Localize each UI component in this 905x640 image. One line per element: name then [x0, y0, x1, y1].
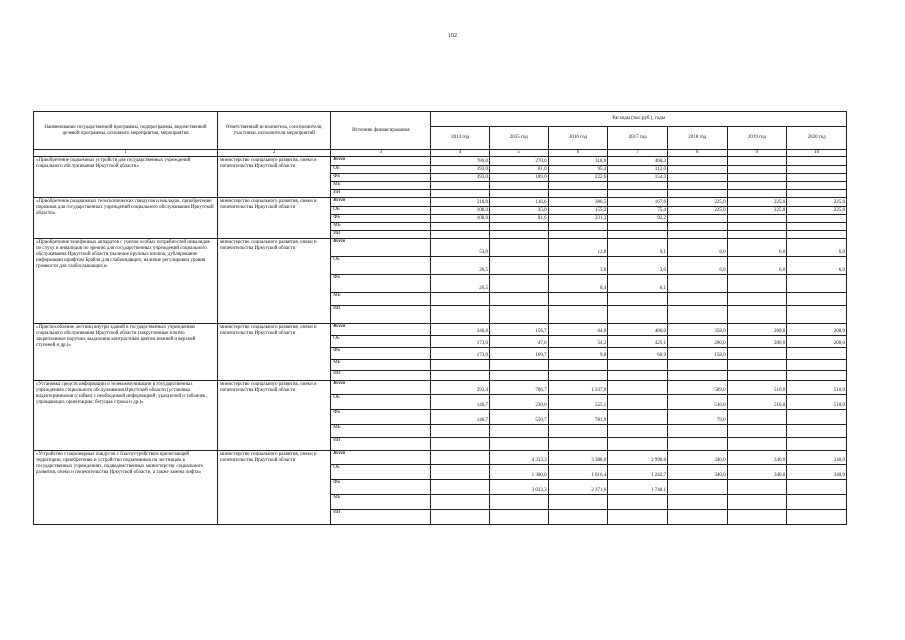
expense-value: 786,0 — [431, 157, 490, 166]
expense-value — [787, 306, 847, 324]
expense-value — [727, 223, 787, 231]
expense-value: 3,6 — [548, 257, 608, 275]
funding-source: ИИ — [331, 510, 431, 525]
expense-value — [548, 293, 608, 306]
expense-value — [431, 451, 490, 465]
expense-value — [727, 275, 787, 293]
expense-value: 156,7 — [489, 324, 548, 336]
expense-value: 154,3 — [608, 174, 668, 182]
expense-value: 225,0 — [787, 198, 847, 207]
table-body — [34, 157, 847, 525]
activity-name: «Устройство стационарных пандусов с благоустройством прилегающей территории, приобретение и устройство подъемников по лестницам в государственных учреждениях, подведомственных министерству социального развития, опеки и попечительства Иркутской области, а также замена лифта» — [34, 451, 218, 525]
expense-value — [489, 239, 548, 257]
expense-value — [787, 495, 847, 510]
expense-value — [727, 174, 787, 182]
expense-value: 26,5 — [431, 257, 490, 275]
expense-value — [608, 381, 668, 395]
funding-source: МБ — [331, 182, 431, 190]
funding-source: ФБ — [331, 410, 431, 425]
expense-value — [608, 293, 668, 306]
expense-value — [667, 231, 727, 239]
funding-source: ОБ — [331, 166, 431, 174]
expense-value: 340,0 — [667, 451, 727, 465]
expense-value: 116,6 — [489, 198, 548, 207]
expense-value: 6,0 — [667, 239, 727, 257]
funding-source: ОБ — [331, 395, 431, 410]
expense-value — [667, 166, 727, 174]
expense-value: 555,1 — [548, 395, 608, 410]
funding-source: ИИ — [331, 231, 431, 239]
expense-value: 9,8 — [548, 348, 608, 360]
expense-value: 340,0 — [667, 465, 727, 480]
expense-value — [787, 182, 847, 190]
responsible-executor: министерство социального развития, опеки и попечительства Иркутской области — [218, 239, 331, 324]
column-number: 6 — [548, 150, 608, 157]
funding-source: ФБ — [331, 174, 431, 182]
expense-value: 318,0 — [548, 157, 608, 166]
table-row — [34, 239, 847, 257]
expense-value — [727, 348, 787, 360]
funding-source: ФБ — [331, 215, 431, 223]
expense-value — [727, 371, 787, 381]
expense-value — [489, 257, 548, 275]
expense-value: 786,7 — [489, 381, 548, 395]
expense-value: 146,7 — [431, 395, 490, 410]
expense-value: 167,6 — [608, 198, 668, 207]
funding-source: МБ — [331, 495, 431, 510]
header-year: 2017 год — [608, 127, 668, 150]
expense-value — [431, 182, 490, 190]
funding-source: МБ — [331, 223, 431, 231]
expense-value — [608, 425, 668, 438]
expense-value: 236,0 — [489, 395, 548, 410]
expense-value — [667, 157, 727, 166]
expense-value — [667, 495, 727, 510]
expense-value: 393,0 — [431, 174, 490, 182]
expense-value: 358,0 — [667, 324, 727, 336]
expense-value: 340,0 — [787, 451, 847, 465]
expense-value — [431, 306, 490, 324]
expense-value — [727, 425, 787, 438]
expense-value — [787, 293, 847, 306]
expense-value — [727, 182, 787, 190]
expense-value: 109,7 — [489, 348, 548, 360]
responsible-executor: министерство социального развития, опеки и попечительства Иркутской области — [218, 157, 331, 198]
expense-value — [431, 360, 490, 371]
expense-value: 3 033,3 — [489, 480, 548, 495]
expense-value — [727, 438, 787, 451]
table-row — [34, 451, 847, 465]
column-number: 1 — [34, 150, 218, 157]
funding-source: ИИ — [331, 306, 431, 324]
expense-value — [787, 223, 847, 231]
expense-value: 293,4 — [431, 381, 490, 395]
responsible-executor: министерство социального развития, опеки и попечительства Иркутской области — [218, 324, 331, 381]
expense-value: 3 388,0 — [548, 451, 608, 465]
expense-value — [727, 360, 787, 371]
expense-value — [608, 231, 668, 239]
expense-value — [787, 174, 847, 182]
funding-source: ФБ — [331, 480, 431, 495]
header-year: 2016 год — [548, 127, 608, 150]
expense-value: 53,0 — [431, 239, 490, 257]
expense-value: 340,0 — [727, 465, 787, 480]
expense-value: 64,0 — [548, 324, 608, 336]
expense-value — [608, 438, 668, 451]
expense-value: 1 300,0 — [489, 465, 548, 480]
expense-value: 1 748,1 — [608, 480, 668, 495]
activity-name: «Установка средств информации и телекоммуникации в государственных учреждениях социального обслуживания Иркутской области (установка видеотерминалов (стойки) с необходимой информацией; указателей и табличек, упрощающих ориентацию; бегущая строка и др.)» — [34, 381, 218, 451]
expense-value — [727, 510, 787, 525]
expense-value: 81,6 — [489, 215, 548, 223]
expense-value — [787, 438, 847, 451]
header-year: 2014 год — [431, 127, 490, 150]
funding-source: ИИ — [331, 438, 431, 451]
table-row — [34, 381, 847, 395]
expense-value: 1 242,7 — [608, 465, 668, 480]
expense-value — [431, 480, 490, 495]
expense-value: 510,0 — [787, 381, 847, 395]
expense-value: 386,5 — [548, 198, 608, 207]
expense-value: 155,2 — [548, 207, 608, 215]
expense-value — [489, 371, 548, 381]
expense-value — [431, 438, 490, 451]
funding-source: Всего — [331, 451, 431, 465]
expense-value — [608, 410, 668, 425]
expense-value: 2 371,6 — [548, 480, 608, 495]
expense-value: 270,0 — [489, 157, 548, 166]
expense-value — [431, 231, 490, 239]
expense-value: 466,3 — [608, 157, 668, 166]
expense-value: 340,0 — [787, 465, 847, 480]
expense-value — [667, 510, 727, 525]
expense-value — [608, 395, 668, 410]
activity-name: «Приобретение подъемных устройств для государственных учреждений социального обслуживания Иркутской области» — [34, 157, 218, 198]
column-number: 3 — [331, 150, 431, 157]
expense-value — [727, 231, 787, 239]
funding-source: ОБ — [331, 465, 431, 480]
expense-value — [548, 223, 608, 231]
expense-value: 225,0 — [667, 207, 727, 215]
expense-value — [727, 480, 787, 495]
expense-value: 2 990,8 — [608, 451, 668, 465]
expense-value — [727, 410, 787, 425]
expense-value — [548, 495, 608, 510]
expense-value: 510,0 — [667, 395, 727, 410]
expense-value: 346,0 — [431, 324, 490, 336]
expense-value: 550,7 — [489, 410, 548, 425]
expense-value: 225,0 — [727, 198, 787, 207]
expense-value — [787, 215, 847, 223]
expense-value — [787, 480, 847, 495]
column-number: 5 — [489, 150, 548, 157]
table-row — [34, 157, 847, 166]
expense-value — [608, 223, 668, 231]
expense-value: 81,0 — [489, 166, 548, 174]
activity-name: «Приспособление лестниц внутри зданий в государственных учреждениях социального обслуживания Иркутской области (закругленные плотно закрепленные поручни, выделение контрастным цветом нижней и верхней ступеней и др.)» — [34, 324, 218, 381]
column-number: 4 — [431, 150, 490, 157]
expense-value: 200,0 — [667, 336, 727, 348]
expense-value: 95,4 — [548, 166, 608, 174]
table-row — [34, 198, 847, 207]
expense-value: 1 337,0 — [548, 381, 608, 395]
expense-value — [727, 215, 787, 223]
expense-value: 9,1 — [608, 239, 668, 257]
expense-value — [667, 174, 727, 182]
expense-value — [667, 306, 727, 324]
expense-value — [489, 293, 548, 306]
expense-value — [608, 190, 668, 198]
expense-value — [548, 371, 608, 381]
header-expenses: Расходы (тыс.руб.), годы — [431, 112, 847, 127]
responsible-executor: министерство социального развития, опеки и попечительства Иркутской области — [218, 198, 331, 239]
expense-value: 92,2 — [608, 215, 668, 223]
expense-value — [548, 425, 608, 438]
page-number: 102 — [448, 33, 457, 39]
expense-value — [489, 275, 548, 293]
expense-value — [431, 223, 490, 231]
expense-value: 312,0 — [608, 166, 668, 174]
expense-value — [489, 231, 548, 239]
expense-value: 200,0 — [727, 324, 787, 336]
expense-value — [727, 166, 787, 174]
funding-source: МБ — [331, 360, 431, 371]
expense-value: 158,0 — [667, 348, 727, 360]
expense-value: 6,0 — [727, 239, 787, 257]
expense-value — [667, 215, 727, 223]
expense-value — [787, 190, 847, 198]
responsible-executor: министерство социального развития, опеки и попечительства Иркутской области — [218, 381, 331, 451]
expense-value: 225,0 — [727, 207, 787, 215]
expense-value — [667, 275, 727, 293]
expense-value — [667, 360, 727, 371]
activity-name: «Приобретение раздвижных телескопических пандусов и накладок, приобретение порожков для государственных учреждений социального обслуживания Иркутской области» — [34, 198, 218, 239]
expense-value: 54,2 — [548, 336, 608, 348]
column-number: 10 — [787, 150, 847, 157]
expense-value — [489, 438, 548, 451]
expense-value — [787, 166, 847, 174]
expense-value: 781,9 — [548, 410, 608, 425]
expense-value — [431, 510, 490, 525]
expense-value — [787, 371, 847, 381]
expense-value: 4 333,3 — [489, 451, 548, 465]
expense-value — [548, 438, 608, 451]
header-name: Наименование государственной программы, подпрограммы, ведомственной целевой программы, основного мероприятия, мероприятия — [34, 112, 218, 150]
expense-value: 200,0 — [787, 336, 847, 348]
funding-source: Всего — [331, 381, 431, 395]
expense-value: 47,0 — [489, 336, 548, 348]
expense-value — [431, 425, 490, 438]
expense-value — [727, 306, 787, 324]
expense-value: 486,0 — [608, 324, 668, 336]
expense-value — [727, 190, 787, 198]
funding-source: ИИ — [331, 371, 431, 381]
column-number: 7 — [608, 150, 668, 157]
expense-value — [489, 510, 548, 525]
expense-value — [489, 223, 548, 231]
expense-value — [787, 510, 847, 525]
expense-value: 6,0 — [727, 257, 787, 275]
expense-value: 425,1 — [608, 336, 668, 348]
funding-source: ФБ — [331, 275, 431, 293]
expense-value — [608, 182, 668, 190]
header-source: Источник финансирования — [331, 112, 431, 150]
header-year: 2019 год — [727, 127, 787, 150]
expense-value: 510,0 — [727, 381, 787, 395]
expense-value: 200,0 — [727, 336, 787, 348]
expense-value — [667, 371, 727, 381]
budget-table — [33, 111, 847, 525]
funding-source: ОБ — [331, 257, 431, 275]
expense-value: 200,0 — [787, 324, 847, 336]
funding-source: Всего — [331, 198, 431, 207]
expense-value — [548, 306, 608, 324]
expense-value: 6,0 — [787, 239, 847, 257]
expense-value — [787, 275, 847, 293]
expense-value: 8,4 — [548, 275, 608, 293]
expense-value — [489, 306, 548, 324]
expense-value — [667, 182, 727, 190]
expense-value: 189,0 — [489, 174, 548, 182]
funding-source: Всего — [331, 157, 431, 166]
expense-value: 173,0 — [431, 348, 490, 360]
funding-source: ОБ — [331, 207, 431, 215]
expense-value — [608, 306, 668, 324]
expense-value: 510,0 — [727, 395, 787, 410]
expense-value: 340,0 — [727, 451, 787, 465]
expense-value — [608, 510, 668, 525]
expense-value — [489, 495, 548, 510]
expense-value — [667, 223, 727, 231]
expense-value — [727, 293, 787, 306]
expense-value — [489, 182, 548, 190]
expense-value — [787, 425, 847, 438]
funding-source: ФБ — [331, 348, 431, 360]
expense-value: 108,0 — [431, 215, 490, 223]
expense-value — [548, 510, 608, 525]
expense-value — [548, 190, 608, 198]
column-number: 9 — [727, 150, 787, 157]
expense-value — [787, 231, 847, 239]
funding-source: ОБ — [331, 336, 431, 348]
expense-value — [667, 425, 727, 438]
activity-name: «Приобретение телефонных аппаратов с учетом особых потребностей инвалидов по слуху и инвалидов по зрению для государственных учреждений социального обслуживания Иркутской области (наличие крупных кнопок, дублирование информации шрифтом Брайля для слабовидящих, наличие регулировки уровня громкости для слабослышащих)» — [34, 239, 218, 324]
expense-value — [787, 157, 847, 166]
expense-value — [548, 231, 608, 239]
expense-value — [431, 465, 490, 480]
expense-value: 146,7 — [431, 410, 490, 425]
column-number: 8 — [667, 150, 727, 157]
expense-value: 108,0 — [431, 207, 490, 215]
funding-source: Всего — [331, 239, 431, 257]
expense-value — [548, 360, 608, 371]
column-number: 2 — [218, 150, 331, 157]
expense-value — [608, 360, 668, 371]
expense-value: 3,0 — [608, 257, 668, 275]
expense-value — [431, 293, 490, 306]
header-year: 2020 год — [787, 127, 847, 150]
expense-value: 75,4 — [608, 207, 668, 215]
expense-value — [431, 495, 490, 510]
funding-source: Всего — [331, 324, 431, 336]
expense-value: 60,9 — [608, 348, 668, 360]
expense-value — [489, 425, 548, 438]
expense-value: 231,3 — [548, 215, 608, 223]
responsible-executor: министерство социального развития, опеки и попечительства Иркутской области — [218, 451, 331, 525]
expense-value: 173,0 — [431, 336, 490, 348]
funding-source: МБ — [331, 425, 431, 438]
expense-value — [431, 190, 490, 198]
expense-value — [548, 182, 608, 190]
expense-value — [608, 495, 668, 510]
expense-value: 35,0 — [489, 207, 548, 215]
expense-value: 12,0 — [548, 239, 608, 257]
expense-value: 6,0 — [667, 257, 727, 275]
expense-value: 510,0 — [787, 395, 847, 410]
expense-value — [667, 190, 727, 198]
funding-source: МБ — [331, 293, 431, 306]
header-responsible: Ответственный исполнитель, соисполнители, участники, исполнители мероприятий — [218, 112, 331, 150]
header-year: 2018 год — [667, 127, 727, 150]
expense-value — [608, 371, 668, 381]
expense-value: 1 016,4 — [548, 465, 608, 480]
expense-value — [667, 480, 727, 495]
header-year: 2015 год — [489, 127, 548, 150]
expense-value: 393,0 — [431, 166, 490, 174]
expense-value: 6,1 — [608, 275, 668, 293]
expense-value — [727, 157, 787, 166]
expense-value — [787, 410, 847, 425]
expense-value — [667, 293, 727, 306]
expense-value — [489, 360, 548, 371]
expense-value: 216,0 — [431, 198, 490, 207]
expense-value — [431, 371, 490, 381]
expense-value — [787, 360, 847, 371]
expense-value: 6,0 — [787, 257, 847, 275]
expense-value — [489, 190, 548, 198]
expense-value — [787, 348, 847, 360]
expense-value: 589,0 — [667, 381, 727, 395]
expense-value: 79,0 — [667, 410, 727, 425]
expense-value — [667, 438, 727, 451]
expense-value — [727, 495, 787, 510]
expense-value: 222,6 — [548, 174, 608, 182]
expense-value: 26,5 — [431, 275, 490, 293]
expense-value: 225,0 — [667, 198, 727, 207]
table-row — [34, 324, 847, 336]
funding-source: ИИ — [331, 190, 431, 198]
expense-value: 225,0 — [787, 207, 847, 215]
